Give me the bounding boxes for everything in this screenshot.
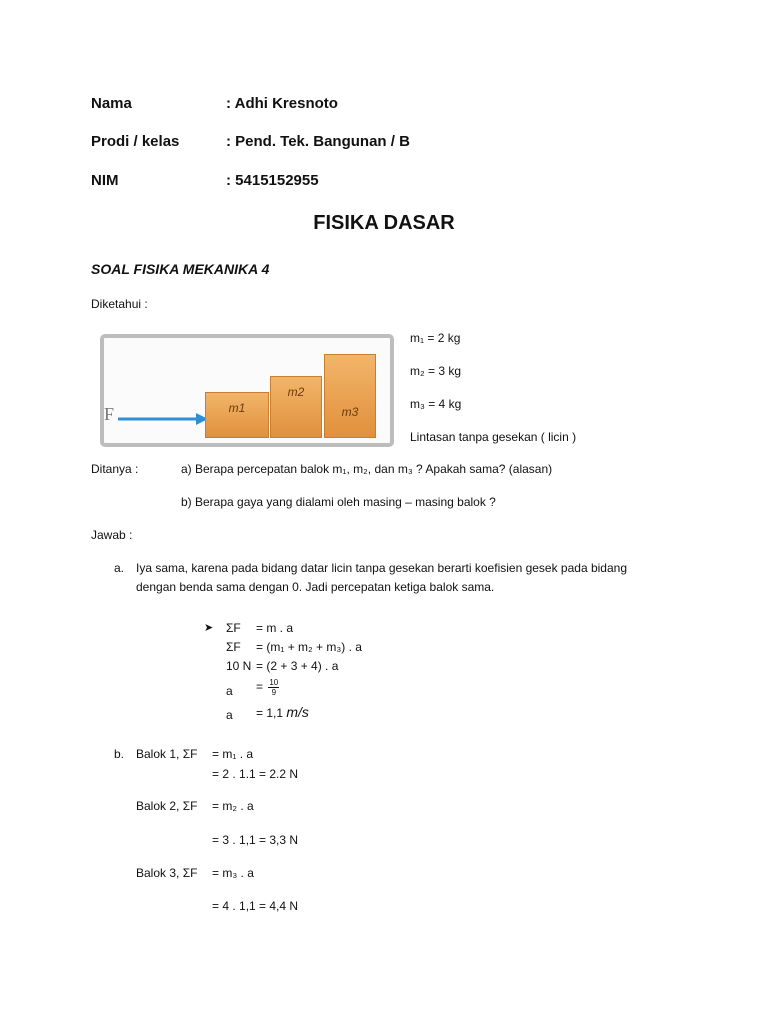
answer-b-marker: b. bbox=[114, 747, 125, 761]
answer-a-marker: a. bbox=[114, 561, 125, 575]
balok3-eq1: = m₃ . a bbox=[212, 866, 254, 880]
block-m2-label: m2 bbox=[287, 385, 305, 399]
answer-a-line2: dengan benda sama dengan 0. Jadi percepatan ketiga balok sama. bbox=[136, 580, 495, 594]
question-b: b) Berapa gaya yang dialami oleh masing – masing balok ? bbox=[181, 495, 496, 509]
name-label: Nama bbox=[91, 95, 132, 112]
eq5-rhs: = 1,1 bbox=[256, 706, 284, 720]
balok1-eq2: = 2 . 1.1 = 2.2 N bbox=[212, 767, 299, 781]
balok3-label: Balok 3, ΣF bbox=[136, 866, 198, 880]
force-label: F bbox=[104, 404, 115, 424]
eq2-rhs: = (m₁ + m₂ + m₃) . a bbox=[256, 640, 362, 654]
block-m3 bbox=[324, 354, 376, 438]
eq5-lhs: a bbox=[226, 708, 233, 722]
diketahui-label: Diketahui : bbox=[91, 297, 148, 311]
prodi-label: Prodi / kelas bbox=[91, 133, 180, 150]
eq4-rhs-group bbox=[256, 678, 279, 697]
balok2-eq1: = m₂ . a bbox=[212, 799, 254, 813]
block-m3-label: m3 bbox=[341, 405, 359, 419]
balok3-eq2: = 4 . 1,1 = 4,4 N bbox=[212, 899, 299, 913]
given-m3: m₃ = 4 kg bbox=[410, 397, 462, 411]
eq2-lhs: ΣF bbox=[226, 640, 241, 654]
balok2-label: Balok 2, ΣF bbox=[136, 799, 198, 813]
problem-subtitle: SOAL FISIKA MEKANIKA 4 bbox=[91, 261, 270, 277]
eq1-rhs: = m . a bbox=[256, 621, 294, 635]
prodi-value: : Pend. Tek. Bangunan / B bbox=[226, 133, 410, 150]
eq5-unit: m/s bbox=[286, 704, 309, 720]
page-title: FISIKA DASAR bbox=[313, 212, 455, 234]
eq3-lhs: 10 N bbox=[226, 659, 252, 673]
given-m1: m₁ = 2 kg bbox=[410, 331, 461, 345]
given-surface: Lintasan tanpa gesekan ( licin ) bbox=[410, 430, 577, 444]
name-value: : Adhi Kresnoto bbox=[226, 95, 338, 112]
balok1-label: Balok 1, ΣF bbox=[136, 747, 198, 761]
eq1-lhs: ΣF bbox=[226, 621, 241, 635]
answer-a-line1: Iya sama, karena pada bidang datar licin tanpa gesekan berarti koefisien gesek pada bidang bbox=[136, 561, 627, 575]
fraction-numerator: 10 bbox=[269, 678, 279, 687]
nim-label: NIM bbox=[91, 172, 119, 189]
block-m1 bbox=[205, 392, 269, 438]
given-m2: m₂ = 3 kg bbox=[410, 364, 462, 378]
bullet-arrow-icon: ➤ bbox=[204, 622, 214, 634]
eq4-rhs: = bbox=[256, 679, 264, 694]
block-m1-label: m1 bbox=[228, 401, 246, 415]
fraction-denominator: 9 bbox=[271, 688, 277, 697]
jawab-label: Jawab : bbox=[91, 528, 133, 542]
blocks-figure bbox=[98, 332, 396, 449]
balok1-eq1: = m₁ . a bbox=[212, 747, 254, 761]
nim-value: : 5415152955 bbox=[226, 172, 319, 189]
fraction bbox=[268, 678, 279, 697]
ditanya-label: Ditanya : bbox=[91, 462, 139, 476]
question-a: a) Berapa percepatan balok m₁, m₂, dan m₃ ? Apakah sama? (alasan) bbox=[181, 462, 553, 476]
block-m2 bbox=[270, 376, 322, 438]
eq5-rhs-group bbox=[256, 704, 309, 720]
eq4-lhs: a bbox=[226, 684, 233, 698]
balok2-eq2: = 3 . 1,1 = 3,3 N bbox=[212, 833, 299, 847]
eq3-rhs: = (2 + 3 + 4) . a bbox=[256, 659, 339, 673]
